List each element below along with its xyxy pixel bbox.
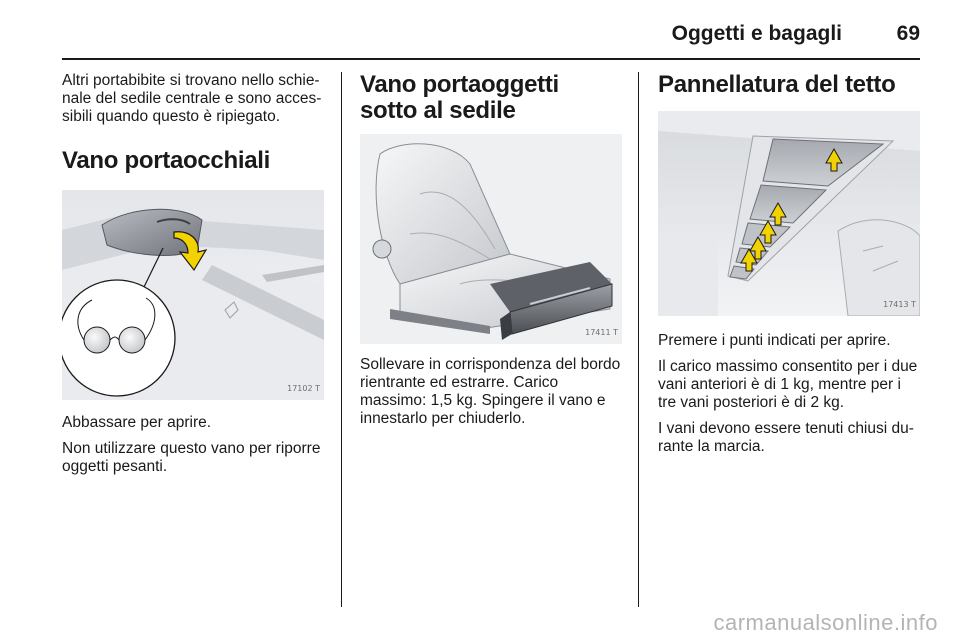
page-number: 69 bbox=[896, 22, 920, 45]
figure-code: 17411 T bbox=[585, 328, 618, 337]
column-left bbox=[62, 72, 324, 484]
glasses-compartment-illustration bbox=[62, 190, 324, 400]
roof-panel-illustration bbox=[658, 111, 920, 316]
instruction-paragraph: Sollevare in corrispondenza del bordo rientrante ed estrarre. Carico massimo: 1,5 kg. Spingere il vano e innestarlo per chiuderlo. bbox=[360, 356, 621, 427]
figure-code: 17413 T bbox=[883, 300, 916, 309]
warning-paragraph: I vani devono essere tenuti chiusi du-rante la marcia. bbox=[658, 420, 914, 455]
column-divider bbox=[341, 72, 342, 607]
instruction-paragraph: Premere i punti indicati per aprire. bbox=[658, 332, 891, 349]
figure-code: 17102 T bbox=[287, 384, 320, 393]
figure-glasses-compartment bbox=[62, 190, 324, 400]
figure-under-seat-drawer bbox=[360, 134, 622, 344]
page-header bbox=[62, 18, 920, 60]
seat-drawer-illustration bbox=[360, 134, 622, 344]
section-title-glasses: Vano portaocchiali bbox=[62, 147, 270, 174]
column-divider bbox=[638, 72, 639, 607]
column-right bbox=[658, 72, 920, 464]
intro-paragraph: Altri portabibite si trovano nello schie-nale del sedile centrale e sono acces-sibili quando questo è ripiegato. bbox=[62, 72, 322, 125]
section-title-under-seat: Vano portaoggetti sotto al sedile bbox=[360, 71, 559, 124]
figure-roof-panel bbox=[658, 111, 920, 316]
warning-paragraph: Non utilizzare questo vano per riporre oggetti pesanti. bbox=[62, 440, 321, 475]
load-limit-paragraph: Il carico massimo consentito per i due vani anteriori è di 1 kg, mentre per i tre vani posteriori è di 2 kg. bbox=[658, 358, 918, 411]
column-middle bbox=[360, 72, 622, 436]
watermark: carmanualsonline.info bbox=[713, 610, 938, 635]
page-section-title: Oggetti e bagagli bbox=[671, 22, 842, 45]
instruction-paragraph: Abbassare per aprire. bbox=[62, 414, 212, 431]
section-title-roof-panel: Pannellatura del tetto bbox=[658, 71, 896, 98]
